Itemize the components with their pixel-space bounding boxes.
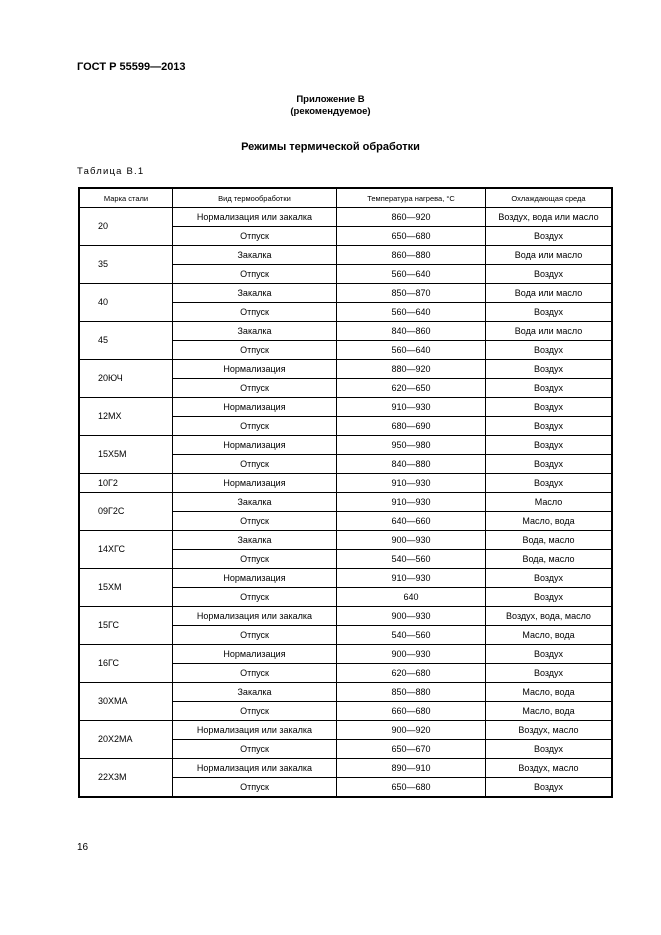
steel-grade-cell: 14ХГС [79,531,173,569]
temperature-cell: 900—920 [337,721,486,740]
temperature-cell: 910—930 [337,398,486,417]
steel-grade-cell: 09Г2С [79,493,173,531]
table-caption: Таблица В.1 [77,166,145,177]
steel-grade-cell: 15Х5М [79,436,173,474]
column-header-cooling-medium: Охлаждающая среда [486,188,613,208]
table-row [79,531,612,550]
temperature-cell: 650—670 [337,740,486,759]
temperature-cell: 560—640 [337,341,486,360]
temperature-cell: 660—680 [337,702,486,721]
treatment-cell: Отпуск [173,379,337,398]
cooling-medium-cell: Масло [486,493,613,512]
table-row [79,398,612,417]
document-code: ГОСТ Р 55599—2013 [77,61,186,73]
treatment-cell: Отпуск [173,227,337,246]
treatment-cell: Закалка [173,531,337,550]
treatment-cell: Нормализация [173,569,337,588]
temperature-cell: 880—920 [337,360,486,379]
temperature-cell: 860—880 [337,246,486,265]
treatment-cell: Нормализация [173,436,337,455]
steel-grade-cell: 30ХМА [79,683,173,721]
temperature-cell: 560—640 [337,303,486,322]
treatment-cell: Закалка [173,683,337,702]
table-row [79,759,612,778]
treatment-cell: Нормализация или закалка [173,721,337,740]
steel-grade-cell: 20Х2МА [79,721,173,759]
treatment-cell: Отпуск [173,778,337,798]
treatment-cell: Отпуск [173,588,337,607]
treatment-cell: Закалка [173,493,337,512]
column-header-steel-grade: Марка стали [79,188,173,208]
temperature-cell: 850—880 [337,683,486,702]
cooling-medium-cell: Вода или масло [486,284,613,303]
treatment-cell: Отпуск [173,740,337,759]
cooling-medium-cell: Воздух [486,341,613,360]
table-row [79,721,612,740]
table-body [79,208,612,798]
cooling-medium-cell: Воздух, вода, масло [486,607,613,626]
treatment-cell: Отпуск [173,626,337,645]
table-row [79,493,612,512]
steel-grade-cell: 40 [79,284,173,322]
steel-grade-cell: 15ГС [79,607,173,645]
cooling-medium-cell: Вода, масло [486,550,613,569]
temperature-cell: 950—980 [337,436,486,455]
treatment-cell: Нормализация или закалка [173,208,337,227]
temperature-cell: 840—860 [337,322,486,341]
cooling-medium-cell: Воздух [486,740,613,759]
steel-grade-cell: 45 [79,322,173,360]
cooling-medium-cell: Масло, вода [486,512,613,531]
temperature-cell: 620—650 [337,379,486,398]
column-header-treatment: Вид термообработки [173,188,337,208]
table-row [79,607,612,626]
table-row [79,246,612,265]
temperature-cell: 900—930 [337,531,486,550]
treatment-cell: Нормализация или закалка [173,607,337,626]
steel-grade-cell: 20ЮЧ [79,360,173,398]
cooling-medium-cell: Масло, вода [486,702,613,721]
cooling-medium-cell: Воздух [486,778,613,798]
table-row [79,474,612,493]
table-row [79,436,612,455]
temperature-cell: 560—640 [337,265,486,284]
temperature-cell: 540—560 [337,550,486,569]
treatment-cell: Отпуск [173,417,337,436]
temperature-cell: 680—690 [337,417,486,436]
temperature-cell: 540—560 [337,626,486,645]
table-row [79,322,612,341]
temperature-cell: 910—930 [337,569,486,588]
cooling-medium-cell: Воздух [486,664,613,683]
treatment-cell: Нормализация [173,360,337,379]
treatment-cell: Отпуск [173,664,337,683]
treatment-cell: Отпуск [173,303,337,322]
cooling-medium-cell: Воздух [486,455,613,474]
table-row [79,683,612,702]
page-number: 16 [77,842,89,853]
treatment-cell: Отпуск [173,550,337,569]
cooling-medium-cell: Масло, вода [486,683,613,702]
table-row [79,360,612,379]
cooling-medium-cell: Воздух, масло [486,721,613,740]
steel-grade-cell: 22Х3М [79,759,173,798]
table-row [79,284,612,303]
treatment-cell: Отпуск [173,512,337,531]
cooling-medium-cell: Масло, вода [486,626,613,645]
steel-grade-cell: 12МХ [79,398,173,436]
temperature-cell: 910—930 [337,474,486,493]
cooling-medium-cell: Воздух, вода или масло [486,208,613,227]
treatment-cell: Нормализация [173,645,337,664]
temperature-cell: 900—930 [337,607,486,626]
cooling-medium-cell: Воздух [486,360,613,379]
table-row [79,645,612,664]
temperature-cell: 650—680 [337,778,486,798]
column-header-temperature: Температура нагрева, °С [337,188,486,208]
temperature-cell: 650—680 [337,227,486,246]
temperature-cell: 900—930 [337,645,486,664]
cooling-medium-cell: Воздух [486,436,613,455]
cooling-medium-cell: Воздух [486,227,613,246]
heat-treatment-table [78,187,613,798]
cooling-medium-cell: Воздух [486,303,613,322]
treatment-cell: Отпуск [173,341,337,360]
treatment-cell: Закалка [173,246,337,265]
cooling-medium-cell: Воздух [486,474,613,493]
temperature-cell: 840—880 [337,455,486,474]
table-row [79,208,612,227]
cooling-medium-cell: Воздух [486,588,613,607]
cooling-medium-cell: Воздух [486,379,613,398]
temperature-cell: 910—930 [337,493,486,512]
treatment-cell: Закалка [173,284,337,303]
temperature-cell: 860—920 [337,208,486,227]
table-header-row [79,188,612,208]
treatment-cell: Закалка [173,322,337,341]
steel-grade-cell: 15ХМ [79,569,173,607]
treatment-cell: Нормализация [173,474,337,493]
treatment-cell: Отпуск [173,455,337,474]
cooling-medium-cell: Воздух [486,645,613,664]
cooling-medium-cell: Воздух [486,265,613,284]
cooling-medium-cell: Вода или масло [486,322,613,341]
treatment-cell: Нормализация [173,398,337,417]
cooling-medium-cell: Вода, масло [486,531,613,550]
temperature-cell: 640—660 [337,512,486,531]
steel-grade-cell: 35 [79,246,173,284]
treatment-cell: Отпуск [173,702,337,721]
cooling-medium-cell: Воздух, масло [486,759,613,778]
cooling-medium-cell: Вода или масло [486,246,613,265]
temperature-cell: 640 [337,588,486,607]
treatment-cell: Нормализация или закалка [173,759,337,778]
cooling-medium-cell: Воздух [486,398,613,417]
appendix-label: Приложение В [296,94,365,105]
cooling-medium-cell: Воздух [486,417,613,436]
treatment-cell: Отпуск [173,265,337,284]
cooling-medium-cell: Воздух [486,569,613,588]
steel-grade-cell: 16ГС [79,645,173,683]
section-title: Режимы термической обработки [241,141,420,153]
temperature-cell: 850—870 [337,284,486,303]
table-row [79,569,612,588]
temperature-cell: 620—680 [337,664,486,683]
steel-grade-cell: 10Г2 [79,474,173,493]
appendix-status: (рекомендуемое) [290,106,371,117]
appendix-heading [0,94,661,118]
steel-grade-cell: 20 [79,208,173,246]
temperature-cell: 890—910 [337,759,486,778]
